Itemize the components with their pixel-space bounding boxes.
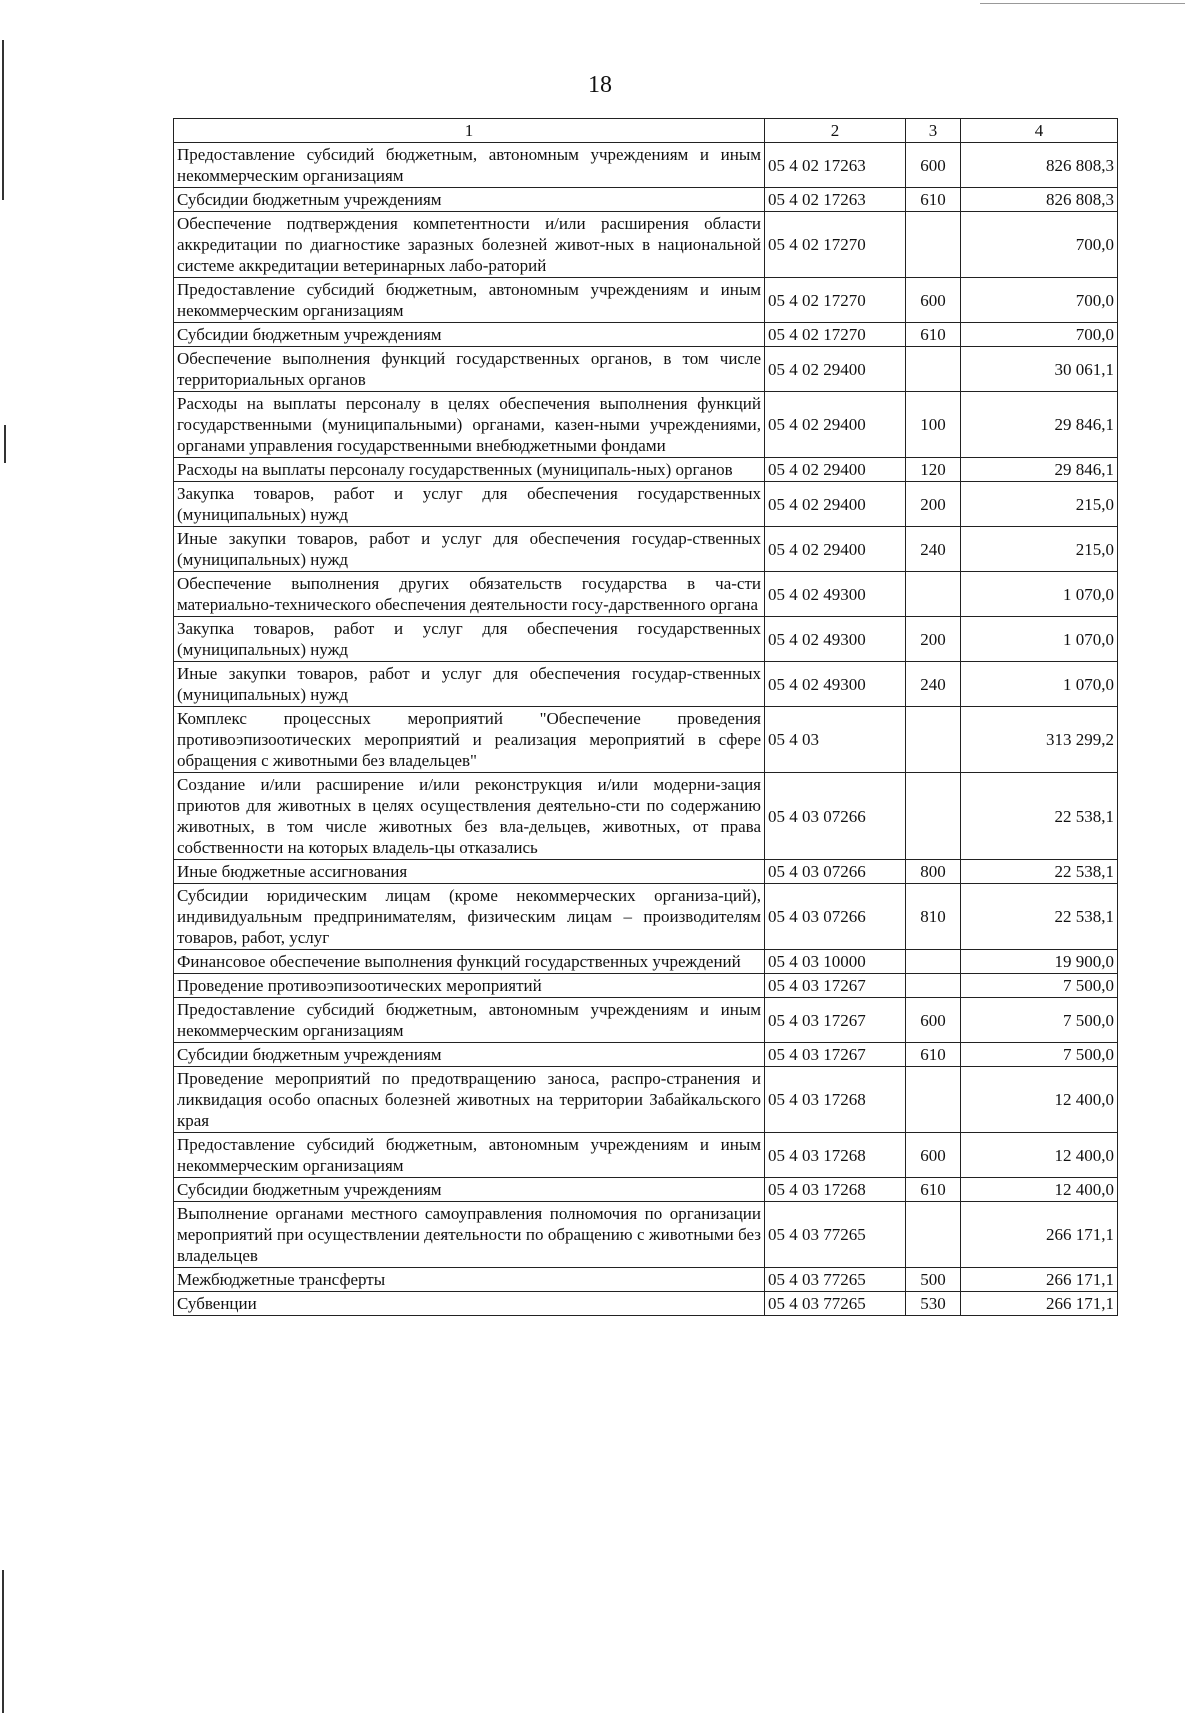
row-name-cell: Субсидии бюджетным учреждениям: [174, 188, 765, 212]
row-sum-cell: 22 538,1: [961, 773, 1118, 860]
table-row: [174, 1178, 1118, 1202]
column-header-sum: 4: [961, 119, 1118, 143]
row-sum-cell: 7 500,0: [961, 1043, 1118, 1067]
row-kvr-cell: [906, 1067, 961, 1133]
row-code-cell: 05 4 03 07266: [765, 860, 906, 884]
row-name-cell: Комплекс процессных мероприятий "Обеспечение проведения противоэпизоотических мероприятий и реализация мероприятий в сфере обращения с животными без владельцев": [174, 707, 765, 773]
row-kvr-cell: 120: [906, 458, 961, 482]
row-kvr-cell: 530: [906, 1292, 961, 1316]
row-kvr-cell: 610: [906, 323, 961, 347]
row-sum-cell: 266 171,1: [961, 1292, 1118, 1316]
row-code-cell: 05 4 03 77265: [765, 1268, 906, 1292]
row-name-cell: Выполнение органами местного самоуправления полномочия по организации мероприятий при осуществлении деятельности по обращению с животными без владельцев: [174, 1202, 765, 1268]
table-row: [174, 860, 1118, 884]
row-name-cell: Иные закупки товаров, работ и услуг для обеспечения государ-ственных (муниципальных) нужд: [174, 662, 765, 707]
row-sum-cell: 826 808,3: [961, 188, 1118, 212]
row-kvr-cell: 600: [906, 143, 961, 188]
row-sum-cell: 12 400,0: [961, 1133, 1118, 1178]
row-code-cell: 05 4 02 29400: [765, 458, 906, 482]
row-kvr-cell: [906, 347, 961, 392]
row-code-cell: 05 4 03: [765, 707, 906, 773]
row-kvr-cell: 810: [906, 884, 961, 950]
row-name-cell: Субсидии бюджетным учреждениям: [174, 1178, 765, 1202]
table-row: [174, 998, 1118, 1043]
row-sum-cell: 1 070,0: [961, 662, 1118, 707]
row-name-cell: Субсидии юридическим лицам (кроме некоммерческих организа-ций), индивидуальным предпринимателям, физическим лицам – производителям товаров, работ, услуг: [174, 884, 765, 950]
row-name-cell: Предоставление субсидий бюджетным, автономным учреждениям и иным некоммерческим организациям: [174, 143, 765, 188]
row-name-cell: Предоставление субсидий бюджетным, автономным учреждениям и иным некоммерческим организациям: [174, 278, 765, 323]
row-code-cell: 05 4 02 49300: [765, 572, 906, 617]
row-name-cell: Обеспечение выполнения функций государственных органов, в том числе территориальных органов: [174, 347, 765, 392]
row-kvr-cell: 200: [906, 617, 961, 662]
row-kvr-cell: 610: [906, 188, 961, 212]
row-kvr-cell: 240: [906, 662, 961, 707]
row-name-cell: Проведение противоэпизоотических мероприятий: [174, 974, 765, 998]
row-kvr-cell: [906, 1202, 961, 1268]
row-sum-cell: 22 538,1: [961, 860, 1118, 884]
row-sum-cell: 266 171,1: [961, 1202, 1118, 1268]
row-sum-cell: 700,0: [961, 278, 1118, 323]
row-kvr-cell: 200: [906, 482, 961, 527]
row-name-cell: Закупка товаров, работ и услуг для обеспечения государственных (муниципальных) нужд: [174, 482, 765, 527]
row-kvr-cell: 600: [906, 1133, 961, 1178]
row-code-cell: 05 4 03 17268: [765, 1067, 906, 1133]
table-header: [174, 119, 1118, 143]
row-code-cell: 05 4 02 29400: [765, 347, 906, 392]
row-code-cell: 05 4 03 17267: [765, 998, 906, 1043]
page-number: 18: [588, 72, 612, 98]
row-code-cell: 05 4 02 29400: [765, 392, 906, 458]
table-row: [174, 884, 1118, 950]
row-code-cell: 05 4 02 49300: [765, 617, 906, 662]
table-row: [174, 1133, 1118, 1178]
row-name-cell: Проведение мероприятий по предотвращению заноса, распро-странения и ликвидация особо опасных болезней животных на территории Забайкальского края: [174, 1067, 765, 1133]
row-code-cell: 05 4 03 17267: [765, 1043, 906, 1067]
row-name-cell: Закупка товаров, работ и услуг для обеспечения государственных (муниципальных) нужд: [174, 617, 765, 662]
table-row: [174, 482, 1118, 527]
row-kvr-cell: [906, 974, 961, 998]
table-row: [174, 347, 1118, 392]
row-name-cell: Обеспечение выполнения других обязательств государства в ча-сти материально-технического обеспечения деятельности госу-дарственного органа: [174, 572, 765, 617]
row-sum-cell: 700,0: [961, 212, 1118, 278]
row-code-cell: 05 4 03 17267: [765, 974, 906, 998]
header-row: [174, 119, 1118, 143]
row-name-cell: Субсидии бюджетным учреждениям: [174, 323, 765, 347]
row-name-cell: Межбюджетные трансферты: [174, 1268, 765, 1292]
table-row: [174, 1268, 1118, 1292]
table-row: [174, 527, 1118, 572]
row-sum-cell: 29 846,1: [961, 392, 1118, 458]
row-kvr-cell: 800: [906, 860, 961, 884]
row-kvr-cell: 600: [906, 998, 961, 1043]
column-header-code: 2: [765, 119, 906, 143]
row-sum-cell: 12 400,0: [961, 1178, 1118, 1202]
row-name-cell: Расходы на выплаты персоналу государственных (муниципаль-ных) органов: [174, 458, 765, 482]
row-name-cell: Предоставление субсидий бюджетным, автономным учреждениям и иным некоммерческим организациям: [174, 998, 765, 1043]
row-code-cell: 05 4 02 49300: [765, 662, 906, 707]
table-row: [174, 1292, 1118, 1316]
row-code-cell: 05 4 02 17270: [765, 212, 906, 278]
row-code-cell: 05 4 03 17268: [765, 1133, 906, 1178]
table-row: [174, 572, 1118, 617]
row-sum-cell: 215,0: [961, 482, 1118, 527]
row-name-cell: Субвенции: [174, 1292, 765, 1316]
table-row: [174, 458, 1118, 482]
table-row: [174, 974, 1118, 998]
row-code-cell: 05 4 02 29400: [765, 527, 906, 572]
row-code-cell: 05 4 02 17270: [765, 323, 906, 347]
table-row: [174, 188, 1118, 212]
row-code-cell: 05 4 02 17263: [765, 143, 906, 188]
table-body: [174, 143, 1118, 1316]
row-sum-cell: 1 070,0: [961, 617, 1118, 662]
table-row: [174, 278, 1118, 323]
column-header-name: 1: [174, 119, 765, 143]
table-row: [174, 1067, 1118, 1133]
row-name-cell: Обеспечение подтверждения компетентности и/или расширения области аккредитации по диагностике заразных болезней живот-ных в национальной системе аккредитации ветеринарных лабо-раторий: [174, 212, 765, 278]
row-sum-cell: 1 070,0: [961, 572, 1118, 617]
row-sum-cell: 19 900,0: [961, 950, 1118, 974]
row-sum-cell: 12 400,0: [961, 1067, 1118, 1133]
row-sum-cell: 313 299,2: [961, 707, 1118, 773]
row-kvr-cell: 610: [906, 1043, 961, 1067]
row-sum-cell: 826 808,3: [961, 143, 1118, 188]
row-kvr-cell: [906, 773, 961, 860]
row-sum-cell: 7 500,0: [961, 974, 1118, 998]
table-row: [174, 392, 1118, 458]
scan-mark-left-top: [2, 40, 4, 200]
row-sum-cell: 215,0: [961, 527, 1118, 572]
table-row: [174, 950, 1118, 974]
row-kvr-cell: 610: [906, 1178, 961, 1202]
table-row: [174, 1043, 1118, 1067]
table-row: [174, 212, 1118, 278]
row-sum-cell: 30 061,1: [961, 347, 1118, 392]
table-row: [174, 707, 1118, 773]
row-kvr-cell: 500: [906, 1268, 961, 1292]
row-code-cell: 05 4 03 77265: [765, 1292, 906, 1316]
row-name-cell: Субсидии бюджетным учреждениям: [174, 1043, 765, 1067]
table-row: [174, 617, 1118, 662]
table-row: [174, 662, 1118, 707]
scan-mark-left-bottom: [2, 1570, 4, 1713]
row-code-cell: 05 4 02 17263: [765, 188, 906, 212]
table-row: [174, 1202, 1118, 1268]
row-name-cell: Финансовое обеспечение выполнения функций государственных учреждений: [174, 950, 765, 974]
table-row: [174, 143, 1118, 188]
row-sum-cell: 700,0: [961, 323, 1118, 347]
row-code-cell: 05 4 03 17268: [765, 1178, 906, 1202]
row-name-cell: Иные бюджетные ассигнования: [174, 860, 765, 884]
scan-mark-top-right: [980, 3, 1185, 4]
table-row: [174, 773, 1118, 860]
row-code-cell: 05 4 02 29400: [765, 482, 906, 527]
row-code-cell: 05 4 03 77265: [765, 1202, 906, 1268]
table-row: [174, 323, 1118, 347]
row-code-cell: 05 4 02 17270: [765, 278, 906, 323]
scan-mark-left-middle: [4, 425, 6, 463]
row-kvr-cell: 600: [906, 278, 961, 323]
column-header-kvr: 3: [906, 119, 961, 143]
row-name-cell: Создание и/или расширение и/или реконструкция и/или модерни-зация приютов для животных в целях осуществления деятельно-сти по содержанию животных, в том числе животных без вла-дельцев, животных, от права собственности на которых владель-цы отказались: [174, 773, 765, 860]
row-sum-cell: 29 846,1: [961, 458, 1118, 482]
row-kvr-cell: [906, 950, 961, 974]
row-kvr-cell: [906, 212, 961, 278]
row-kvr-cell: 240: [906, 527, 961, 572]
row-code-cell: 05 4 03 07266: [765, 884, 906, 950]
row-kvr-cell: 100: [906, 392, 961, 458]
row-name-cell: Предоставление субсидий бюджетным, автономным учреждениям и иным некоммерческим организациям: [174, 1133, 765, 1178]
row-sum-cell: 22 538,1: [961, 884, 1118, 950]
row-name-cell: Расходы на выплаты персоналу в целях обеспечения выполнения функций государственными (муниципальными) органами, казен-ными учреждениями, органами управления государственными внебюджетными фондами: [174, 392, 765, 458]
row-kvr-cell: [906, 707, 961, 773]
row-sum-cell: 266 171,1: [961, 1268, 1118, 1292]
row-code-cell: 05 4 03 07266: [765, 773, 906, 860]
row-name-cell: Иные закупки товаров, работ и услуг для обеспечения государ-ственных (муниципальных) нужд: [174, 527, 765, 572]
row-kvr-cell: [906, 572, 961, 617]
budget-table: [173, 118, 1118, 1316]
row-code-cell: 05 4 03 10000: [765, 950, 906, 974]
row-sum-cell: 7 500,0: [961, 998, 1118, 1043]
